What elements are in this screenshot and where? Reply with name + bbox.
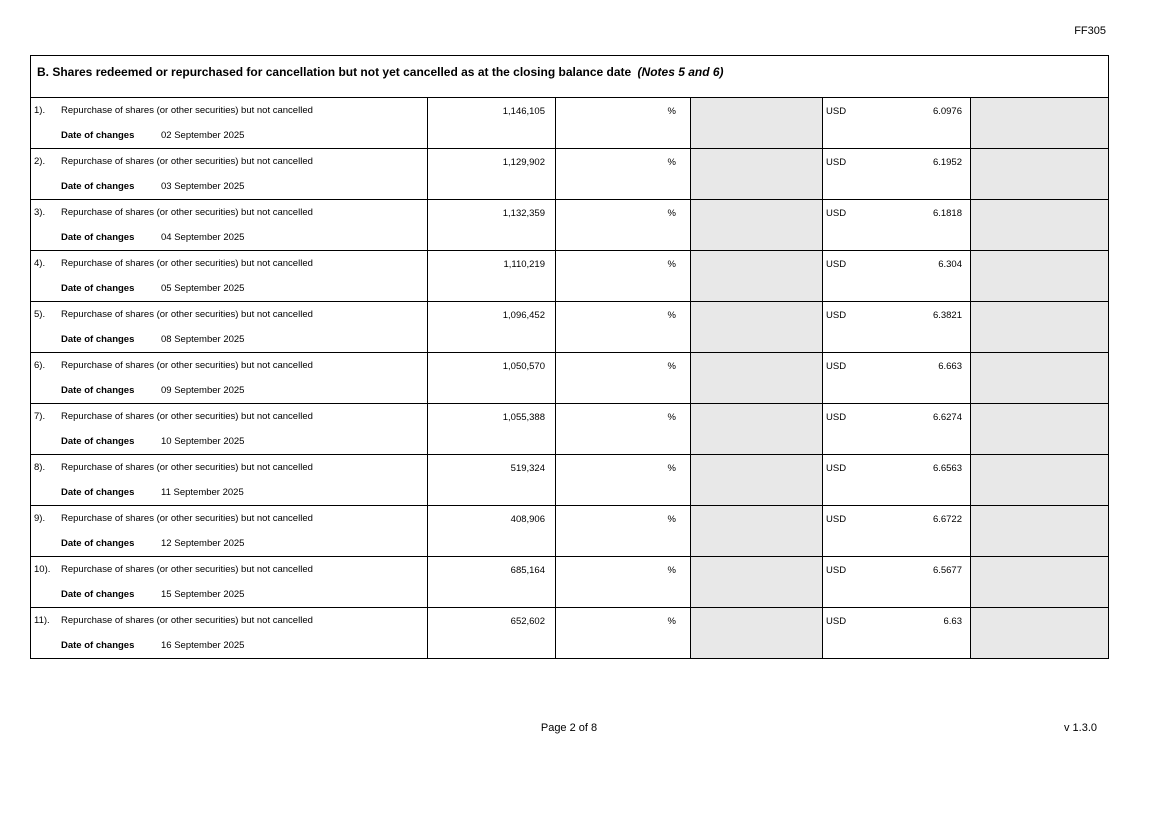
percent-cell [556, 200, 691, 251]
date-line [34, 232, 424, 243]
currency-code: USD [826, 463, 847, 474]
percent-sign: % [667, 157, 676, 168]
shares-amount: 1,050,570 [502, 361, 545, 372]
description-cell [31, 455, 428, 506]
description-line [34, 513, 424, 524]
currency-rate-cell [823, 149, 971, 200]
description-cell [31, 98, 428, 149]
shares-amount: 652,602 [510, 616, 545, 627]
date-of-changes-label: Date of changes [61, 283, 135, 294]
shaded-input-cell [971, 98, 1109, 149]
currency-rate-line [826, 259, 962, 270]
rows-container [31, 98, 1109, 659]
percent-cell [556, 353, 691, 404]
section-header-notes: (Notes 5 and 6) [637, 65, 724, 79]
percent-cell [556, 149, 691, 200]
table-row [31, 149, 1109, 200]
currency-rate-cell [823, 455, 971, 506]
form-code: FF305 [1074, 25, 1106, 37]
shares-amount-cell [428, 455, 556, 506]
currency-code: USD [826, 412, 847, 423]
percent-sign: % [667, 259, 676, 270]
currency-code: USD [826, 310, 847, 321]
version-label: v 1.3.0 [1063, 722, 1097, 734]
currency-rate-line [826, 157, 962, 168]
row-number: 7). [34, 411, 46, 422]
currency-rate-cell [823, 200, 971, 251]
date-of-changes-label: Date of changes [61, 538, 135, 549]
shaded-input-cell [971, 404, 1109, 455]
exchange-rate: 6.6722 [932, 514, 962, 525]
description-line [34, 411, 424, 422]
description-line [34, 207, 424, 218]
currency-code: USD [826, 106, 847, 117]
currency-rate-cell [823, 506, 971, 557]
shares-amount-cell [428, 200, 556, 251]
exchange-rate: 6.663 [938, 361, 962, 372]
shaded-input-cell [691, 404, 823, 455]
row-description: Repurchase of shares (or other securities) but not cancelled [61, 309, 313, 320]
exchange-rate: 6.304 [938, 259, 962, 270]
currency-rate-line [826, 361, 962, 372]
shaded-input-cell [971, 608, 1109, 659]
row-description: Repurchase of shares (or other securities) but not cancelled [61, 615, 313, 626]
description-line [34, 105, 424, 116]
exchange-rate: 6.5677 [932, 565, 962, 576]
shares-amount-cell [428, 608, 556, 659]
date-of-changes-label: Date of changes [61, 130, 135, 141]
date-line [34, 385, 424, 396]
description-line [34, 258, 424, 269]
row-description: Repurchase of shares (or other securities) but not cancelled [61, 411, 313, 422]
row-number: 3). [34, 207, 46, 218]
exchange-rate: 6.1818 [932, 208, 962, 219]
row-description: Repurchase of shares (or other securities) but not cancelled [61, 156, 313, 167]
exchange-rate: 6.1952 [932, 157, 962, 168]
date-line [34, 181, 424, 192]
description-cell [31, 149, 428, 200]
description-line [34, 360, 424, 371]
date-of-changes-value: 02 September 2025 [161, 130, 245, 141]
shares-amount: 519,324 [510, 463, 545, 474]
percent-sign: % [667, 565, 676, 576]
currency-rate-line [826, 106, 962, 117]
description-line [34, 309, 424, 320]
percent-cell [556, 251, 691, 302]
row-number: 11). [34, 615, 50, 626]
row-description: Repurchase of shares (or other securities) but not cancelled [61, 258, 313, 269]
currency-rate-cell [823, 353, 971, 404]
shaded-input-cell [691, 98, 823, 149]
description-cell [31, 200, 428, 251]
date-of-changes-label: Date of changes [61, 589, 135, 600]
currency-rate-line [826, 514, 962, 525]
date-line [34, 538, 424, 549]
row-description: Repurchase of shares (or other securities) but not cancelled [61, 207, 313, 218]
shares-amount-cell [428, 353, 556, 404]
date-of-changes-value: 15 September 2025 [161, 589, 245, 600]
currency-rate-cell [823, 251, 971, 302]
description-cell [31, 251, 428, 302]
date-of-changes-value: 03 September 2025 [161, 181, 245, 192]
table-row [31, 200, 1109, 251]
exchange-rate: 6.63 [943, 616, 962, 627]
percent-sign: % [667, 616, 676, 627]
description-cell [31, 302, 428, 353]
date-of-changes-label: Date of changes [61, 487, 135, 498]
shares-amount-cell [428, 251, 556, 302]
date-line [34, 130, 424, 141]
table-row [31, 608, 1109, 659]
shaded-input-cell [971, 353, 1109, 404]
row-number: 4). [34, 258, 46, 269]
date-of-changes-label: Date of changes [61, 181, 135, 192]
description-cell [31, 404, 428, 455]
shares-amount: 1,132,359 [502, 208, 545, 219]
date-of-changes-value: 04 September 2025 [161, 232, 245, 243]
currency-code: USD [826, 616, 847, 627]
date-of-changes-value: 16 September 2025 [161, 640, 245, 651]
currency-rate-line [826, 412, 962, 423]
shares-amount-cell [428, 557, 556, 608]
shares-amount: 1,146,105 [502, 106, 545, 117]
currency-rate-cell [823, 98, 971, 149]
shares-amount: 408,906 [510, 514, 545, 525]
date-line [34, 640, 424, 651]
date-line [34, 436, 424, 447]
date-line [34, 334, 424, 345]
description-line [34, 156, 424, 167]
table-row [31, 98, 1109, 149]
exchange-rate: 6.0976 [932, 106, 962, 117]
percent-cell [556, 506, 691, 557]
shares-amount-cell [428, 302, 556, 353]
percent-sign: % [667, 412, 676, 423]
currency-code: USD [826, 157, 847, 168]
row-description: Repurchase of shares (or other securities) but not cancelled [61, 513, 313, 524]
table-row [31, 506, 1109, 557]
shaded-input-cell [971, 200, 1109, 251]
shares-amount-cell [428, 149, 556, 200]
date-of-changes-label: Date of changes [61, 334, 135, 345]
shaded-input-cell [971, 302, 1109, 353]
shaded-input-cell [971, 149, 1109, 200]
percent-cell [556, 404, 691, 455]
currency-code: USD [826, 361, 847, 372]
row-number: 8). [34, 462, 46, 473]
row-description: Repurchase of shares (or other securities) but not cancelled [61, 360, 313, 371]
percent-cell [556, 455, 691, 506]
shaded-input-cell [691, 608, 823, 659]
shares-redeemed-table [30, 55, 1108, 659]
shaded-input-cell [691, 251, 823, 302]
shares-amount-cell [428, 404, 556, 455]
currency-rate-line [826, 565, 962, 576]
date-of-changes-value: 08 September 2025 [161, 334, 245, 345]
currency-rate-line [826, 616, 962, 627]
shaded-input-cell [971, 506, 1109, 557]
date-of-changes-label: Date of changes [61, 232, 135, 243]
date-of-changes-value: 12 September 2025 [161, 538, 245, 549]
percent-sign: % [667, 463, 676, 474]
exchange-rate: 6.6563 [932, 463, 962, 474]
table-row [31, 455, 1109, 506]
shares-amount: 1,110,219 [503, 259, 545, 270]
currency-rate-line [826, 463, 962, 474]
percent-cell [556, 98, 691, 149]
shares-amount-cell [428, 506, 556, 557]
currency-rate-cell [823, 302, 971, 353]
currency-code: USD [826, 565, 847, 576]
date-of-changes-label: Date of changes [61, 640, 135, 651]
table-row [31, 353, 1109, 404]
currency-rate-line [826, 310, 962, 321]
percent-sign: % [667, 514, 676, 525]
shaded-input-cell [971, 455, 1109, 506]
table-row [31, 302, 1109, 353]
row-description: Repurchase of shares (or other securities) but not cancelled [61, 564, 313, 575]
row-number: 2). [34, 156, 46, 167]
percent-sign: % [667, 208, 676, 219]
date-of-changes-value: 10 September 2025 [161, 436, 245, 447]
date-line [34, 283, 424, 294]
shaded-input-cell [971, 251, 1109, 302]
section-header-text: B. Shares redeemed or repurchased for cancellation but not yet cancelled as at the closing balance date [37, 65, 632, 79]
currency-rate-line [826, 208, 962, 219]
date-line [34, 589, 424, 600]
shaded-input-cell [971, 557, 1109, 608]
date-of-changes-label: Date of changes [61, 385, 135, 396]
shares-amount: 685,164 [510, 565, 545, 576]
shaded-input-cell [691, 200, 823, 251]
percent-cell [556, 302, 691, 353]
exchange-rate: 6.3821 [932, 310, 962, 321]
description-cell [31, 506, 428, 557]
row-number: 1). [34, 105, 46, 116]
section-header [31, 56, 1109, 98]
currency-code: USD [826, 514, 847, 525]
description-cell [31, 557, 428, 608]
currency-code: USD [826, 208, 847, 219]
date-of-changes-value: 11 September 2025 [161, 487, 244, 498]
description-cell [31, 353, 428, 404]
shaded-input-cell [691, 353, 823, 404]
table-row [31, 404, 1109, 455]
percent-sign: % [667, 361, 676, 372]
date-of-changes-value: 05 September 2025 [161, 283, 245, 294]
shaded-input-cell [691, 455, 823, 506]
shares-amount: 1,096,452 [502, 310, 545, 321]
currency-rate-cell [823, 557, 971, 608]
description-cell [31, 608, 428, 659]
table-row [31, 557, 1109, 608]
description-line [34, 564, 424, 575]
percent-sign: % [667, 310, 676, 321]
row-number: 9). [34, 513, 46, 524]
exchange-rate: 6.6274 [932, 412, 962, 423]
description-line [34, 462, 424, 473]
description-line [34, 615, 424, 626]
shaded-input-cell [691, 149, 823, 200]
row-number: 5). [34, 309, 46, 320]
row-description: Repurchase of shares (or other securities) but not cancelled [61, 105, 313, 116]
page-number: Page 2 of 8 [540, 722, 598, 734]
table-row [31, 251, 1109, 302]
percent-cell [556, 557, 691, 608]
currency-rate-cell [823, 404, 971, 455]
row-number: 10). [34, 564, 51, 575]
shares-amount: 1,129,902 [502, 157, 545, 168]
date-of-changes-value: 09 September 2025 [161, 385, 245, 396]
shaded-input-cell [691, 557, 823, 608]
section-header-row [31, 56, 1109, 98]
percent-sign: % [667, 106, 676, 117]
currency-rate-cell [823, 608, 971, 659]
currency-code: USD [826, 259, 847, 270]
shares-amount-cell [428, 98, 556, 149]
shaded-input-cell [691, 302, 823, 353]
row-description: Repurchase of shares (or other securities) but not cancelled [61, 462, 313, 473]
date-line [34, 487, 424, 498]
date-of-changes-label: Date of changes [61, 436, 135, 447]
shaded-input-cell [691, 506, 823, 557]
percent-cell [556, 608, 691, 659]
shares-amount: 1,055,388 [502, 412, 545, 423]
row-number: 6). [34, 360, 46, 371]
